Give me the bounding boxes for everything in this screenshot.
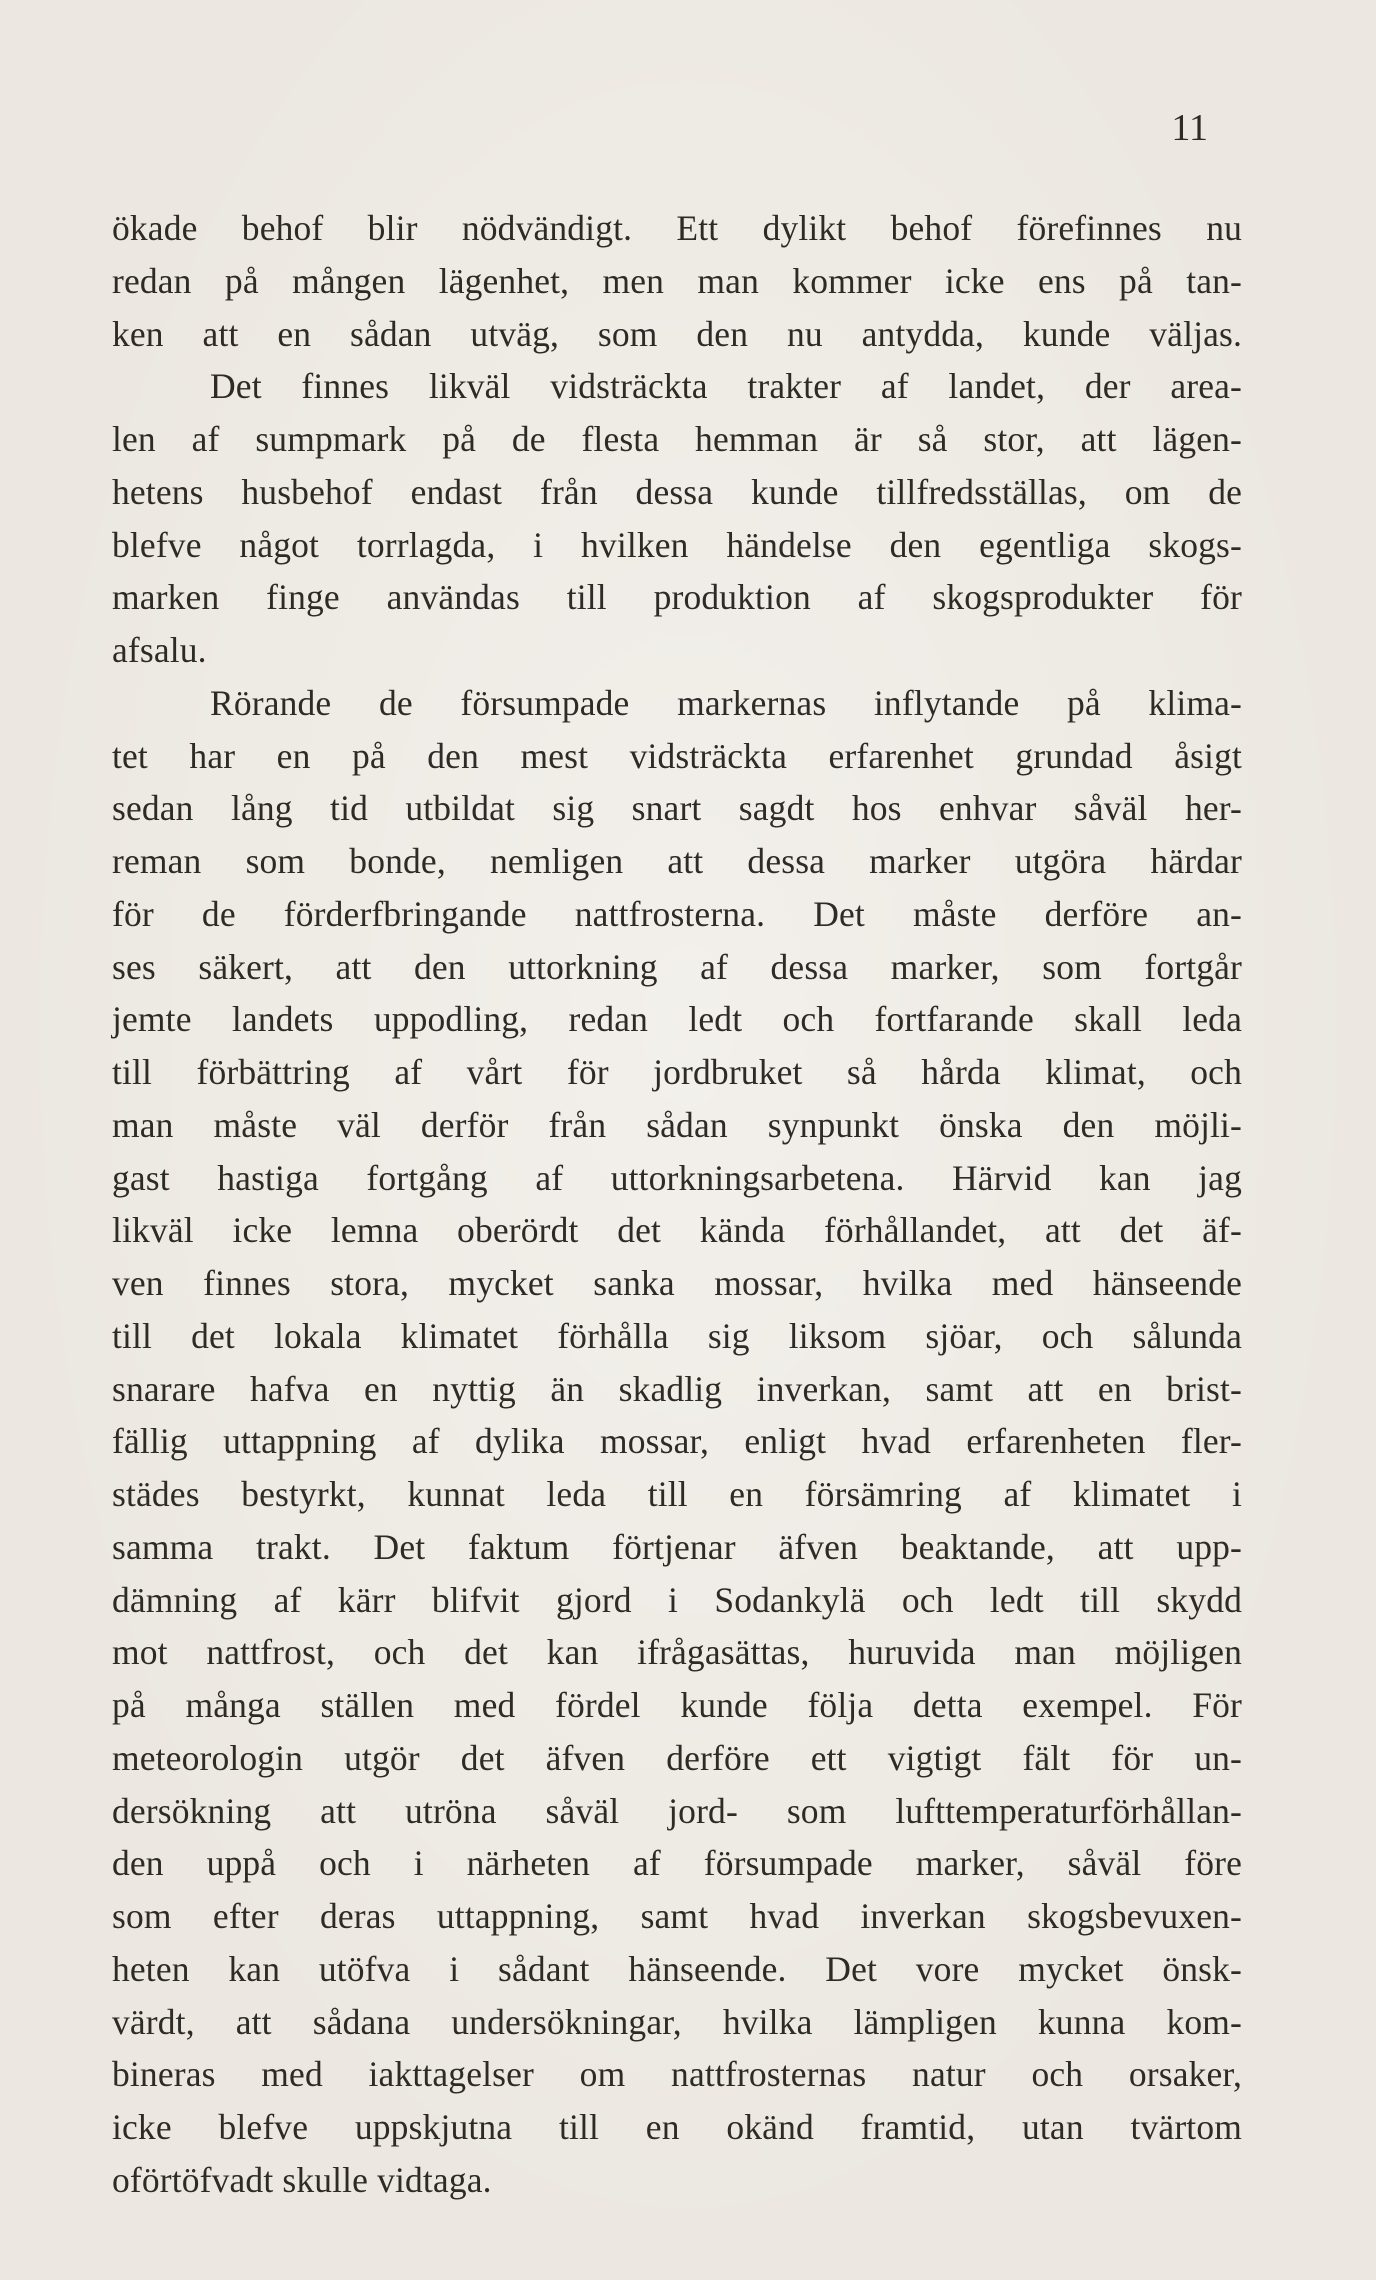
text-line: Det finnes likväl vidsträckta trakter af landet, der area- [210, 366, 1242, 407]
text-line: till förbättring af vårt för jordbruket så hårda klimat, och [112, 1052, 1242, 1092]
text-line: afsalu. [112, 630, 207, 670]
text-line: ökade behof blir nödvändigt. Ett dylikt behof förefinnes nu [112, 208, 1242, 248]
text-line: för de förderfbringande nattfrosterna. Det måste derföre an- [112, 893, 1242, 934]
text-line: reman som bonde, nemligen att dessa marker utgöra härdar [112, 841, 1242, 881]
text-line: som efter deras uttappning, samt hvad inverkan skogsbevuxen- [112, 1896, 1242, 1936]
text-line: den uppå och i närheten af försumpade marker, såväl före [112, 1843, 1242, 1884]
text-line: blefve något torrlagda, i hvilken händelse den egentliga skogs- [112, 524, 1242, 565]
text-line: snarare hafva en nyttig än skadlig inverkan, samt att en brist- [112, 1368, 1242, 1409]
text-line: mot nattfrost, och det kan ifrågasättas, huruvida man möjligen [112, 1632, 1242, 1673]
text-line: ses säkert, att den uttorkning af dessa marker, som fortgår [112, 946, 1242, 987]
text-line: oförtöfvadt skulle vidtaga. [112, 2159, 492, 2200]
text-line: man måste väl derför från sådan synpunkt önska den möjli- [112, 1104, 1242, 1145]
text-line: ken att en sådan utväg, som den nu antydda, kunde väljas. [112, 313, 1242, 354]
text-line: samma trakt. Det faktum förtjenar äfven beaktande, att upp- [112, 1526, 1242, 1567]
text-line: len af sumpmark på de flesta hemman är så stor, att lägen- [112, 419, 1242, 459]
text-line: bineras med iakttagelser om nattfrosternas natur och orsaker, [112, 2054, 1242, 2095]
text-line: redan på mången lägenhet, men man kommer icke ens på tan- [112, 260, 1242, 301]
text-line: likväl icke lemna oberördt det kända förhållandet, att det äf- [112, 1210, 1242, 1251]
text-line: fällig uttappning af dylika mossar, enligt hvad erfarenheten fler- [112, 1421, 1242, 1462]
text-line: meteorologin utgör det äfven derföre ett vigtigt fält för un- [112, 1737, 1242, 1778]
text-line: värdt, att sådana undersökningar, hvilka lämpligen kunna kom- [112, 2001, 1242, 2042]
text-line: heten kan utöfva i sådant hänseende. Det vore mycket önsk- [112, 1948, 1242, 1989]
text-line: dämning af kärr blifvit gjord i Sodankylä och ledt till skydd [112, 1579, 1242, 1620]
text-line: icke blefve uppskjutna till en okänd framtid, utan tvärtom [112, 2107, 1242, 2147]
text-line: dersökning att utröna såväl jord- som lufttemperaturförhållan- [112, 1790, 1242, 1831]
text-line: marken finge användas till produktion af skogsprodukter för [112, 577, 1242, 618]
text-line: på många ställen med fördel kunde följa detta exempel. För [112, 1685, 1242, 1725]
text-line: städes bestyrkt, kunnat leda till en försämring af klimatet i [112, 1474, 1242, 1514]
page-number: 11 [1171, 107, 1208, 149]
body-text [112, 202, 1242, 2207]
text-line: gast hastiga fortgång af uttorkningsarbetena. Härvid kan jag [112, 1157, 1242, 1198]
text-line: ven finnes stora, mycket sanka mossar, hvilka med hänseende [112, 1263, 1242, 1303]
text-line: sedan lång tid utbildat sig snart sagdt hos enhvar såväl her- [112, 788, 1242, 829]
text-line: jemte landets uppodling, redan ledt och fortfarande skall leda [112, 999, 1242, 1040]
text-line: Rörande de försumpade markernas inflytande på klima- [210, 682, 1242, 723]
text-line: till det lokala klimatet förhålla sig liksom sjöar, och sålunda [112, 1315, 1242, 1356]
text-line: hetens husbehof endast från dessa kunde tillfredsställas, om de [112, 471, 1242, 512]
text-line: tet har en på den mest vidsträckta erfarenhet grundad åsigt [112, 735, 1242, 776]
